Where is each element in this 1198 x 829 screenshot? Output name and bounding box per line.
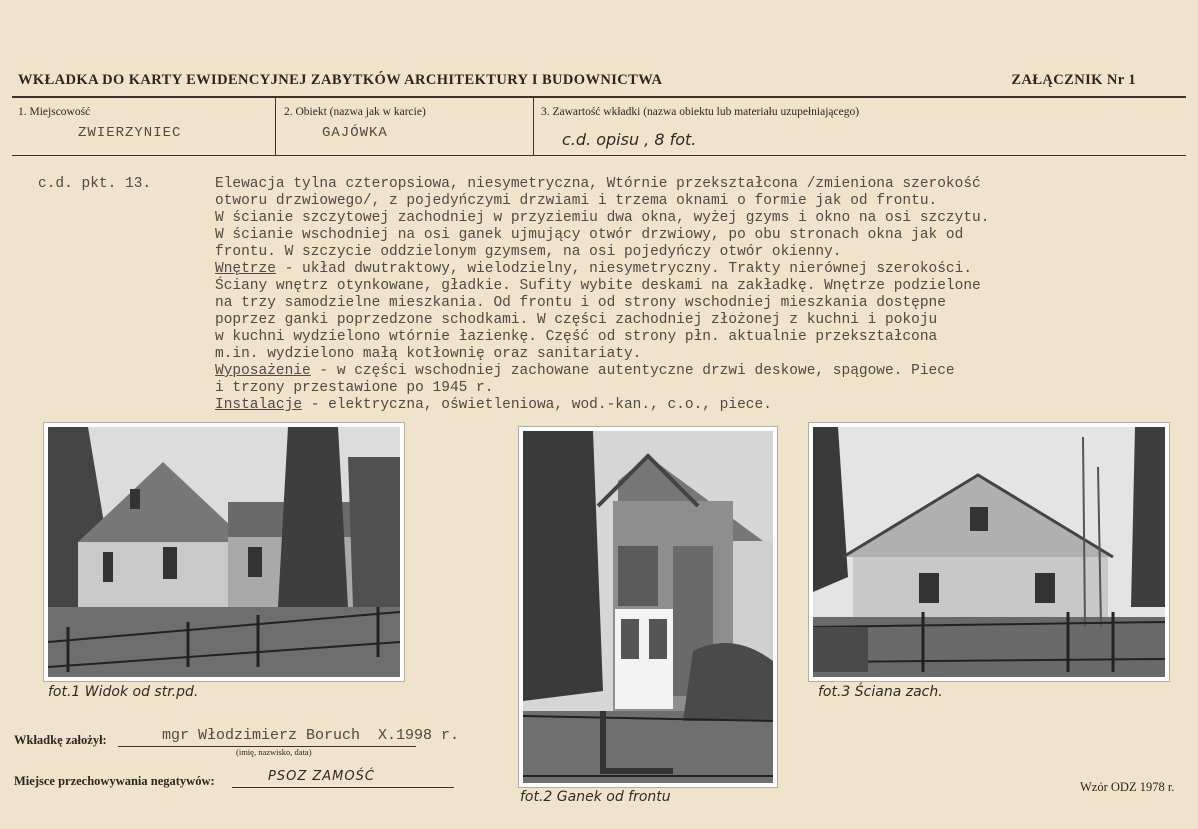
description-text xyxy=(215,176,1175,414)
installations-heading: Instalacje xyxy=(215,397,303,413)
photo-1-image xyxy=(48,427,400,677)
description-line: poprzez ganki poprzedzone schodkami. W części zachodniej złożonej z kuchni i pokoju xyxy=(215,312,938,328)
photo-3-image xyxy=(813,427,1165,677)
equipment-line xyxy=(215,363,1175,380)
interior-text: - układ dwutraktowy, wielodzielny, niesymetryczny. Trakty nierównej szerokości. xyxy=(275,261,973,277)
description-line: otworu drzwiowego/, z pojedyńczymi drzwiami i trzema oknami o formie jak od frontu. xyxy=(215,193,938,209)
card-title: WKŁADKA DO KARTY EWIDENCYJNEJ ZABYTKÓW ARCHITEKTURY I BUDOWNICTWA xyxy=(18,72,663,88)
interior-heading: Wnętrze xyxy=(215,261,276,277)
photo-1-caption: fot.1 Widok od str.pd. xyxy=(48,684,199,700)
description-line: w kuchni wydzielono wtórnie łazienkę. Część od strony płn. aktualnie przekształcona xyxy=(215,329,938,345)
field-contents-label: 3. Zawartość wkładki (nazwa obiektu lub materiału uzupełniającego) xyxy=(541,106,860,118)
founder-hint: (imię, nazwisko, data) xyxy=(236,747,312,757)
description-line: Ściany wnętrz otynkowane, gładkie. Sufity wybite deskami na zakładkę. Wnętrze podzielone xyxy=(215,278,981,294)
photo-3-caption: fot.3 Ściana zach. xyxy=(818,684,943,700)
annex-number: ZAŁĄCZNIK Nr 1 xyxy=(1011,72,1136,88)
field-locality-value: ZWIERZYNIEC xyxy=(78,125,182,141)
founder-label: Wkładkę założył: xyxy=(14,733,107,747)
description-line: W ścianie wschodniej na osi ganek ujmujący otwór drzwiowy, po obu stronach okna jak od xyxy=(215,227,964,243)
field-divider xyxy=(275,97,276,155)
description-line: i trzony przestawione po 1945 r. xyxy=(215,380,494,396)
field-object-value: GAJÓWKA xyxy=(322,125,388,141)
field-locality-label: 1. Miejscowość xyxy=(18,106,91,118)
continuation-ref: c.d. pkt. 13. xyxy=(38,176,152,192)
photo-2-caption: fot.2 Ganek od frontu xyxy=(520,789,671,805)
photo-1 xyxy=(44,423,404,681)
form-model: Wzór ODZ 1978 r. xyxy=(1080,780,1175,794)
field-rule xyxy=(12,155,1186,156)
field-divider xyxy=(533,97,534,155)
equipment-text: - w części wschodniej zachowane autentyczne drzwi deskowe, spągowe. Piece xyxy=(310,363,955,379)
field-contents-value: c.d. opisu , 8 fot. xyxy=(562,130,697,149)
equipment-heading: Wyposażenie xyxy=(215,363,311,379)
photo-3 xyxy=(809,423,1169,681)
photo-2 xyxy=(519,427,777,787)
header-rule xyxy=(12,96,1186,98)
negatives-storage-value: PSOZ ZAMOŚĆ xyxy=(268,769,375,784)
description-line: na trzy samodzielne mieszkania. Od frontu i od strony wschodniej mieszkania dostępne xyxy=(215,295,946,311)
description-line: W ścianie szczytowej zachodniej w przyziemiu dwa okna, wyżej gzyms i okno na osi szczytu. xyxy=(215,210,990,226)
description-line: m.in. wydzielono małą kotłownię oraz sanitariaty. xyxy=(215,346,642,362)
field-object-label: 2. Obiekt (nazwa jak w karcie) xyxy=(284,106,426,118)
photo-2-image xyxy=(523,431,773,783)
founder-value: mgr Włodzimierz Boruch X.1998 r. xyxy=(162,727,460,744)
description-line: frontu. W szczycie oddzielonym gzymsem, na osi pojedyńczy otwór okienny. xyxy=(215,244,842,260)
negatives-storage-label: Miejsce przechowywania negatywów: xyxy=(14,774,215,788)
installations-text: - elektryczna, oświetleniowa, wod.-kan., c.o., piece. xyxy=(302,397,772,413)
description-line: Elewacja tylna czteropsiowa, niesymetryczna, Wtórnie przekształcona /zmieniona szerokość xyxy=(215,176,981,192)
installations-line xyxy=(215,397,1175,414)
interior-line xyxy=(215,261,1175,278)
